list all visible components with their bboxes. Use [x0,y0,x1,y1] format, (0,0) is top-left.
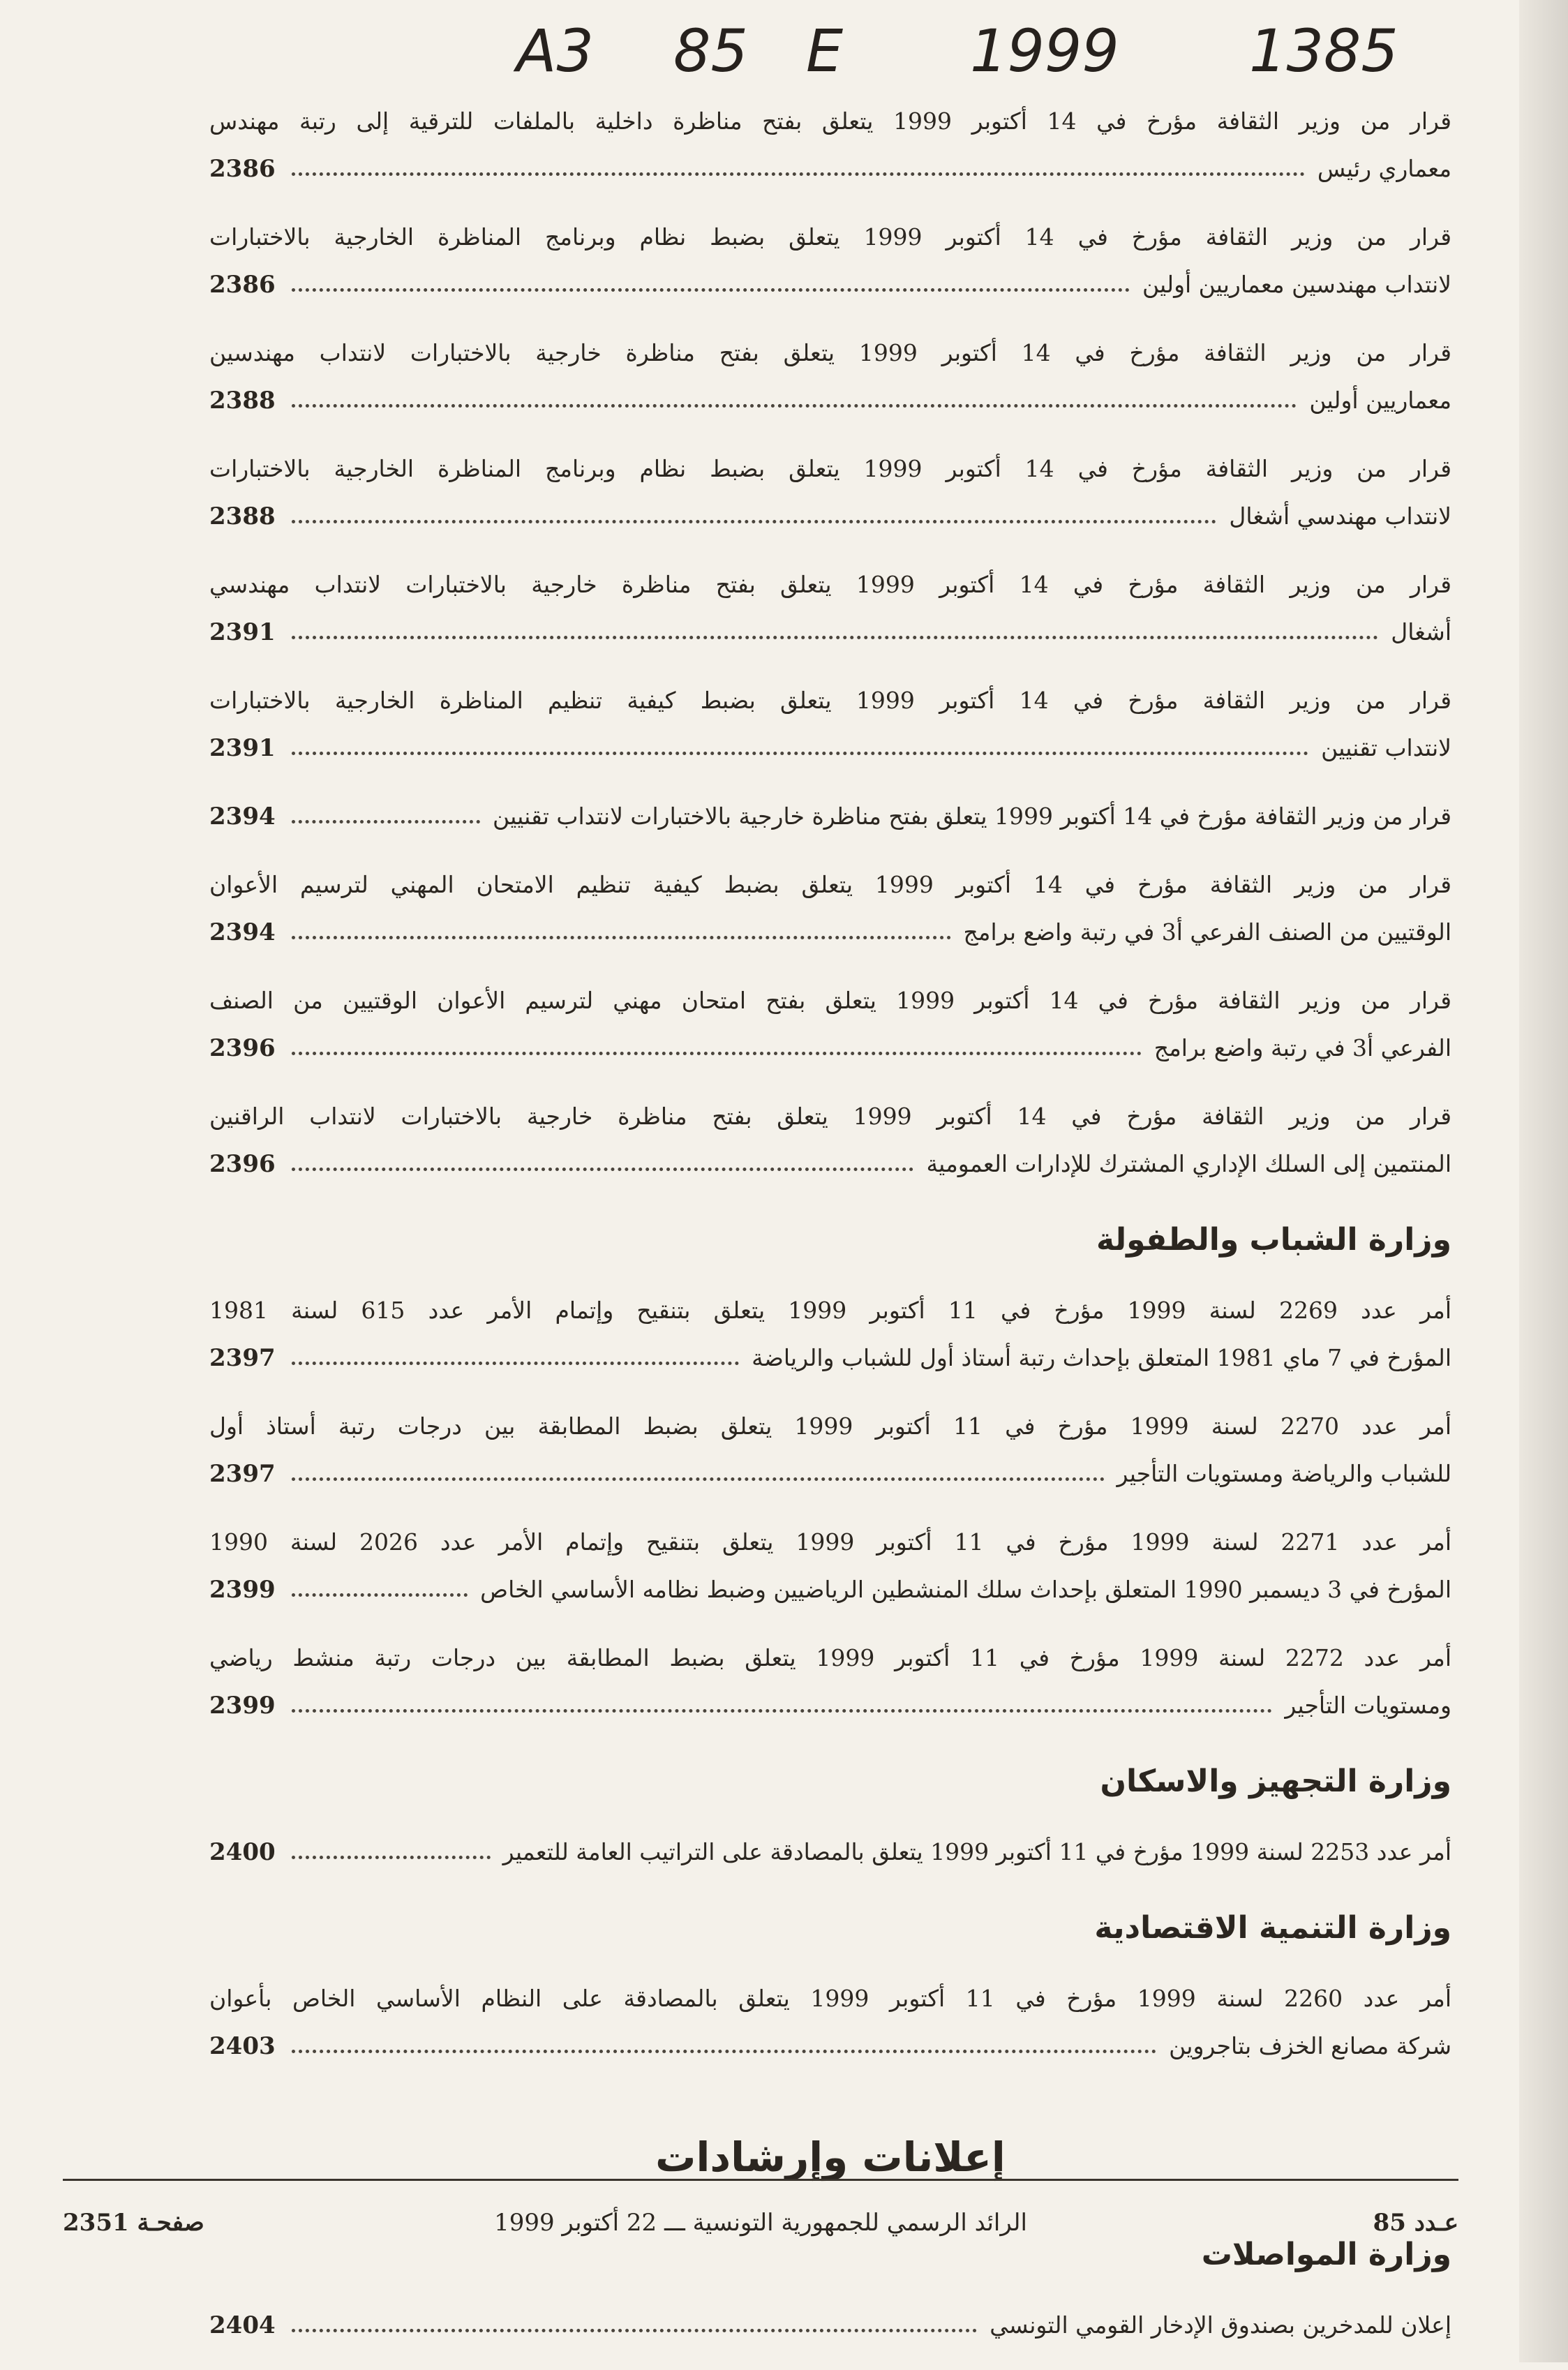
toc-entry-line: أمر عدد 2269 لسنة 1999 مؤرخ في 11 أكتوبر 1999 يتعلق بتنقيح وإتمام الأمر عدد 615 لسنة 1981 [209,1297,1451,1324]
toc-entry [209,1975,1451,2070]
page-reference: 2386 [209,271,276,299]
table-of-contents [209,98,1451,2370]
dotted-leader [292,288,1130,292]
section-transport [209,2302,1451,2349]
toc-entry-final-line [209,793,1451,840]
toc-entry [209,1828,1451,1876]
page-reference: 2397 [209,1460,276,1488]
toc-entry-text: لانتداب مهندسي أشغال [1229,502,1451,530]
toc-entry-final-line [209,724,1451,772]
toc-entry-final-line [209,377,1451,424]
toc-entry [209,1093,1451,1188]
toc-entry-final-line [209,2022,1451,2070]
dotted-leader [292,1168,913,1171]
toc-entry-final-line [209,1450,1451,1498]
toc-entry-final-line [209,145,1451,193]
notices-title: إعلانات وإرشادات [655,2133,1006,2181]
dotted-leader [292,752,1308,755]
toc-entry [209,1634,1451,1729]
toc-entry-text: معماريين أولين [1309,387,1451,414]
toc-entry-line: قرار من وزير الثقافة مؤرخ في 14 أكتوبر 1999 يتعلق بضبط كيفية تنظيم المناظرة الخارجية بالاختبارات [209,687,1451,714]
toc-entry-text: الوقتيين من الصنف الفرعي أ3 في رتبة واضع برامج [963,918,1451,946]
handwritten-annotation-a3: A3 [516,17,594,85]
toc-entry-text: أمر عدد 2253 لسنة 1999 مؤرخ في 11 أكتوبر 1999 يتعلق بالمصادقة على التراتيب العامة للتعمير [502,1838,1451,1865]
toc-entry-text: ومستويات التأجير [1285,1692,1451,1719]
toc-entry-final-line [209,261,1451,308]
page-edge-shadow [1519,0,1568,2362]
toc-entry [209,98,1451,193]
page-reference: 2403 [209,2032,276,2060]
toc-entry-line: قرار من وزير الثقافة مؤرخ في 14 أكتوبر 1999 يتعلق بفتح مناظرة داخلية بالملفات للترقية إلى رتبة مهندس [209,107,1451,135]
toc-entry [209,1287,1451,1382]
ministry-heading-economic: وزارة التنمية الاقتصادية [1094,1910,1451,1946]
footer-gazette-title: الرائد الرسمي للجمهورية التونسية ـــ 22 أكتوبر 1999 [494,2209,1027,2237]
toc-entry-line: أمر عدد 2270 لسنة 1999 مؤرخ في 11 أكتوبر 1999 يتعلق بضبط المطابقة بين درجات رتبة أستاذ أول [209,1413,1451,1440]
dotted-leader [292,1709,1272,1713]
page-reference: 2399 [209,1692,276,1720]
page-reference: 2391 [209,618,276,646]
dotted-leader [292,172,1305,176]
toc-entry-text: قرار من وزير الثقافة مؤرخ في 14 أكتوبر 1999 يتعلق بفتح مناظرة خارجية بالاختبارات لانتداب تقنيين [493,803,1451,830]
dotted-leader [292,1477,1105,1481]
toc-entry-text: أشغال [1391,618,1451,646]
toc-entry-text: شركة مصانع الخزف بتاجروين [1169,2032,1451,2059]
toc-entry-final-line [209,1828,1451,1876]
toc-entry-final-line [209,1140,1451,1188]
toc-entry [209,861,1451,956]
page-reference: 2386 [209,155,276,183]
ministry-heading-transport: وزارة المواصلات [1201,2237,1451,2272]
dotted-leader [292,404,1297,408]
ministry-heading-youth: وزارة الشباب والطفولة [1096,1222,1451,1258]
toc-entry [209,1519,1451,1613]
toc-entry-line: قرار من وزير الثقافة مؤرخ في 14 أكتوبر 1999 يتعلق بفتح مناظرة خارجية بالاختبارات لانتداب الراقنين [209,1103,1451,1130]
footer-page-number: صفحـة 2351 [63,2209,204,2237]
page-reference: 2388 [209,387,276,415]
toc-entry [209,561,1451,656]
dotted-leader [292,520,1216,523]
handwritten-annotation-issue: 85 [673,17,748,85]
footer-rule [63,2179,1458,2181]
toc-entry-final-line [209,609,1451,656]
page-reference: 2391 [209,734,276,762]
toc-entry-line: قرار من وزير الثقافة مؤرخ في 14 أكتوبر 1999 يتعلق بفتح مناظرة خارجية بالاختبارات لانتداب مهندسي [209,571,1451,598]
dotted-leader [292,636,1378,639]
page-reference: 2396 [209,1034,276,1062]
toc-entry-line: قرار من وزير الثقافة مؤرخ في 14 أكتوبر 1999 يتعلق بفتح امتحان مهني لترسيم الأعوان الوقتيين من الصنف [209,987,1451,1014]
dotted-leader [292,936,951,939]
page-reference: 2394 [209,803,276,830]
toc-entry-final-line [209,1566,1451,1613]
section-culture [209,98,1451,1188]
toc-entry-text: إعلان للمدخرين بصندوق الإدخار القومي التونسي [990,2311,1451,2339]
page-reference: 2399 [209,1576,276,1604]
toc-entry [209,2302,1451,2349]
toc-entry-text: المؤرخ في 7 ماي 1981 المتعلق بإحداث رتبة أستاذ أول للشباب والرياضة [752,1344,1451,1371]
section-economic [209,1975,1451,2070]
toc-entry [209,1403,1451,1498]
ministry-heading-equipment: وزارة التجهيز والاسكان [1100,1764,1451,1799]
footer-issue-number: عـدد 85 [1373,2209,1458,2237]
page-reference: 2404 [209,2311,276,2339]
toc-entry-final-line [209,493,1451,540]
toc-entry [209,677,1451,772]
toc-entry-line: قرار من وزير الثقافة مؤرخ في 14 أكتوبر 1999 يتعلق بضبط نظام وبرنامج المناظرة الخارجية بالاختبارات [209,455,1451,482]
page-reference: 2394 [209,918,276,946]
toc-entry-text: معماري رئيس [1317,155,1451,182]
dotted-leader [292,1362,739,1365]
toc-entry-final-line [209,1024,1451,1072]
toc-entry [209,329,1451,424]
toc-entry [209,445,1451,540]
toc-entry-text: المؤرخ في 3 ديسمبر 1990 المتعلق بإحداث سلك المنشطين الرياضيين وضبط نظامه الأساسي الخاص [480,1576,1451,1603]
toc-entry-line: قرار من وزير الثقافة مؤرخ في 14 أكتوبر 1999 يتعلق بضبط كيفية تنظيم الامتحان المهني لترسيم الأعوان [209,871,1451,898]
toc-entry [209,977,1451,1072]
toc-entry-line: أمر عدد 2272 لسنة 1999 مؤرخ في 11 أكتوبر 1999 يتعلق بضبط المطابقة بين درجات رتبة منشط رياضي [209,1644,1451,1671]
handwritten-annotation-year: 1999 [970,17,1119,85]
toc-entry-line: قرار من وزير الثقافة مؤرخ في 14 أكتوبر 1999 يتعلق بضبط نظام وبرنامج المناظرة الخارجية بالاختبارات [209,223,1451,251]
page-footer [63,2198,1458,2247]
toc-entry-text: لانتداب تقنيين [1321,734,1451,761]
toc-entry-final-line [209,1334,1451,1382]
dotted-leader [292,1856,491,1859]
section-equipment [209,1828,1451,1876]
page-reference: 2400 [209,1838,276,1866]
toc-entry-line: أمر عدد 2271 لسنة 1999 مؤرخ في 11 أكتوبر 1999 يتعلق بتنقيح وإتمام الأمر عدد 2026 لسنة 1990 [209,1528,1451,1556]
toc-entry-line: قرار من وزير الثقافة مؤرخ في 14 أكتوبر 1999 يتعلق بفتح مناظرة خارجية بالاختبارات لانتداب مهندسين [209,339,1451,366]
toc-entry-line: أمر عدد 2260 لسنة 1999 مؤرخ في 11 أكتوبر 1999 يتعلق بالمصادقة على النظام الأساسي الخاص بأعوان [209,1985,1451,2012]
handwritten-annotation-page: 1385 [1249,17,1398,85]
toc-entry-text: للشباب والرياضة ومستويات التأجير [1117,1460,1451,1487]
toc-entry [209,214,1451,308]
toc-entry-text: المنتمين إلى السلك الإداري المشترك للإدارات العمومية [926,1150,1451,1177]
toc-entry-text: لانتداب مهندسين معماريين أولين [1142,271,1451,298]
toc-entry [209,793,1451,840]
toc-entry-text: الفرعي أ3 في رتبة واضع برامج [1153,1034,1451,1061]
section-youth [209,1287,1451,1729]
dotted-leader [292,820,480,823]
page-reference: 2388 [209,502,276,530]
dotted-leader [292,1593,468,1597]
handwritten-annotation-letter: E [806,17,844,85]
page-reference: 2397 [209,1344,276,1372]
dotted-leader [292,2329,977,2332]
dotted-leader [292,1052,1142,1055]
toc-entry-final-line [209,2302,1451,2349]
toc-entry-final-line [209,909,1451,956]
toc-entry-final-line [209,1682,1451,1729]
dotted-leader [292,2050,1156,2053]
page-reference: 2396 [209,1150,276,1178]
